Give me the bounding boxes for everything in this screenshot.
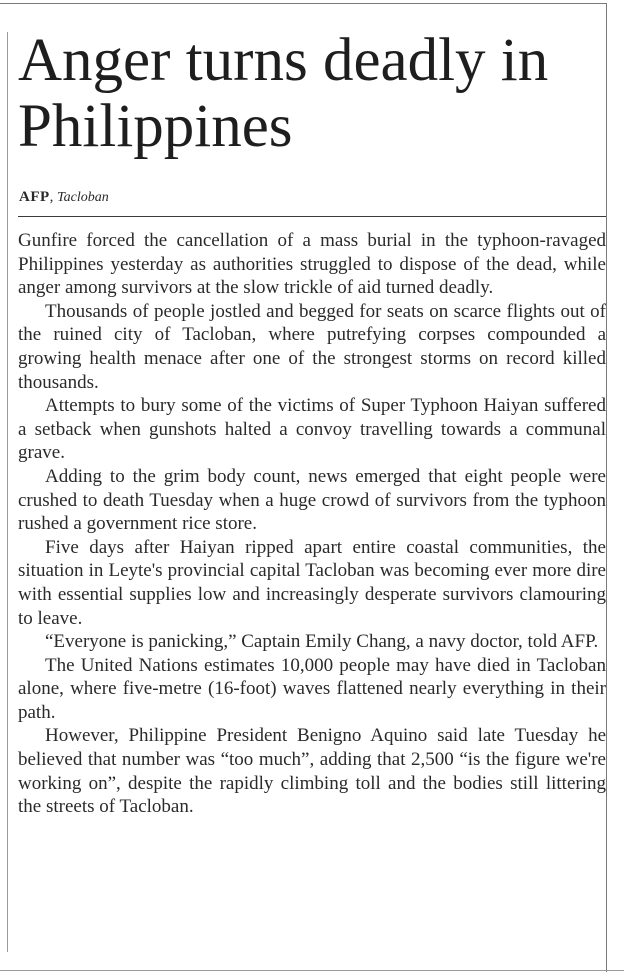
article-paragraph: The United Nations estimates 10,000 people may have died in Tacloban alone, where five-metre (16-foot) waves flattened nearly everything in their path.: [18, 654, 606, 723]
byline-agency: AFP: [19, 189, 50, 205]
article-paragraph: Adding to the grim body count, news emerged that eight people were crushed to death Tuesday when a huge crowd of survivors from the typhoon rushed a government rice store.: [18, 465, 606, 535]
article-paragraph: Thousands of people jostled and begged for seats on scarce flights out of the ruined city of Tacloban, where putrefying corpses compounded a growing health menace after one of the strongest storms on record killed thousands.: [18, 300, 606, 393]
article-paragraph: Five days after Haiyan ripped apart entire coastal communities, the situation in Leyte's provincial capital Tacloban was becoming ever more dire with essential supplies low and increasingly desperate survivors clamouring to leave.: [18, 536, 606, 629]
byline-divider: [18, 216, 606, 217]
page-border-bottom: [0, 970, 624, 971]
byline-location: Tacloban: [57, 190, 109, 205]
byline-separator: ,: [49, 189, 54, 205]
page-border-right: [606, 3, 607, 972]
article-paragraph: Attempts to bury some of the victims of Super Typhoon Haiyan suffered a setback when gunshots halted a convoy travelling towards a communal grave.: [18, 395, 606, 464]
page-border-top: [0, 3, 607, 4]
article-headline: Anger turns deadly in Philippines: [18, 27, 549, 160]
article-paragraph: “Everyone is panicking,” Captain Emily Chang, a navy doctor, told AFP.: [45, 631, 599, 653]
article-body: [18, 229, 606, 819]
article-paragraph: Gunfire forced the cancellation of a mass burial in the typhoon-ravaged Philippines yesterday as authorities struggled to dispose of the dead, while anger among survivors at the slow trickle of aid turned deadly.: [18, 230, 606, 299]
article-byline: [19, 187, 109, 208]
article-paragraph: However, Philippine President Benigno Aquino said late Tuesday he believed that number was “too much”, adding that 2,500 “is the figure we're working on”, despite the rapidly climbing toll and the bodies still littering the streets of Tacloban.: [18, 725, 606, 818]
column-rule-left: [7, 32, 8, 952]
